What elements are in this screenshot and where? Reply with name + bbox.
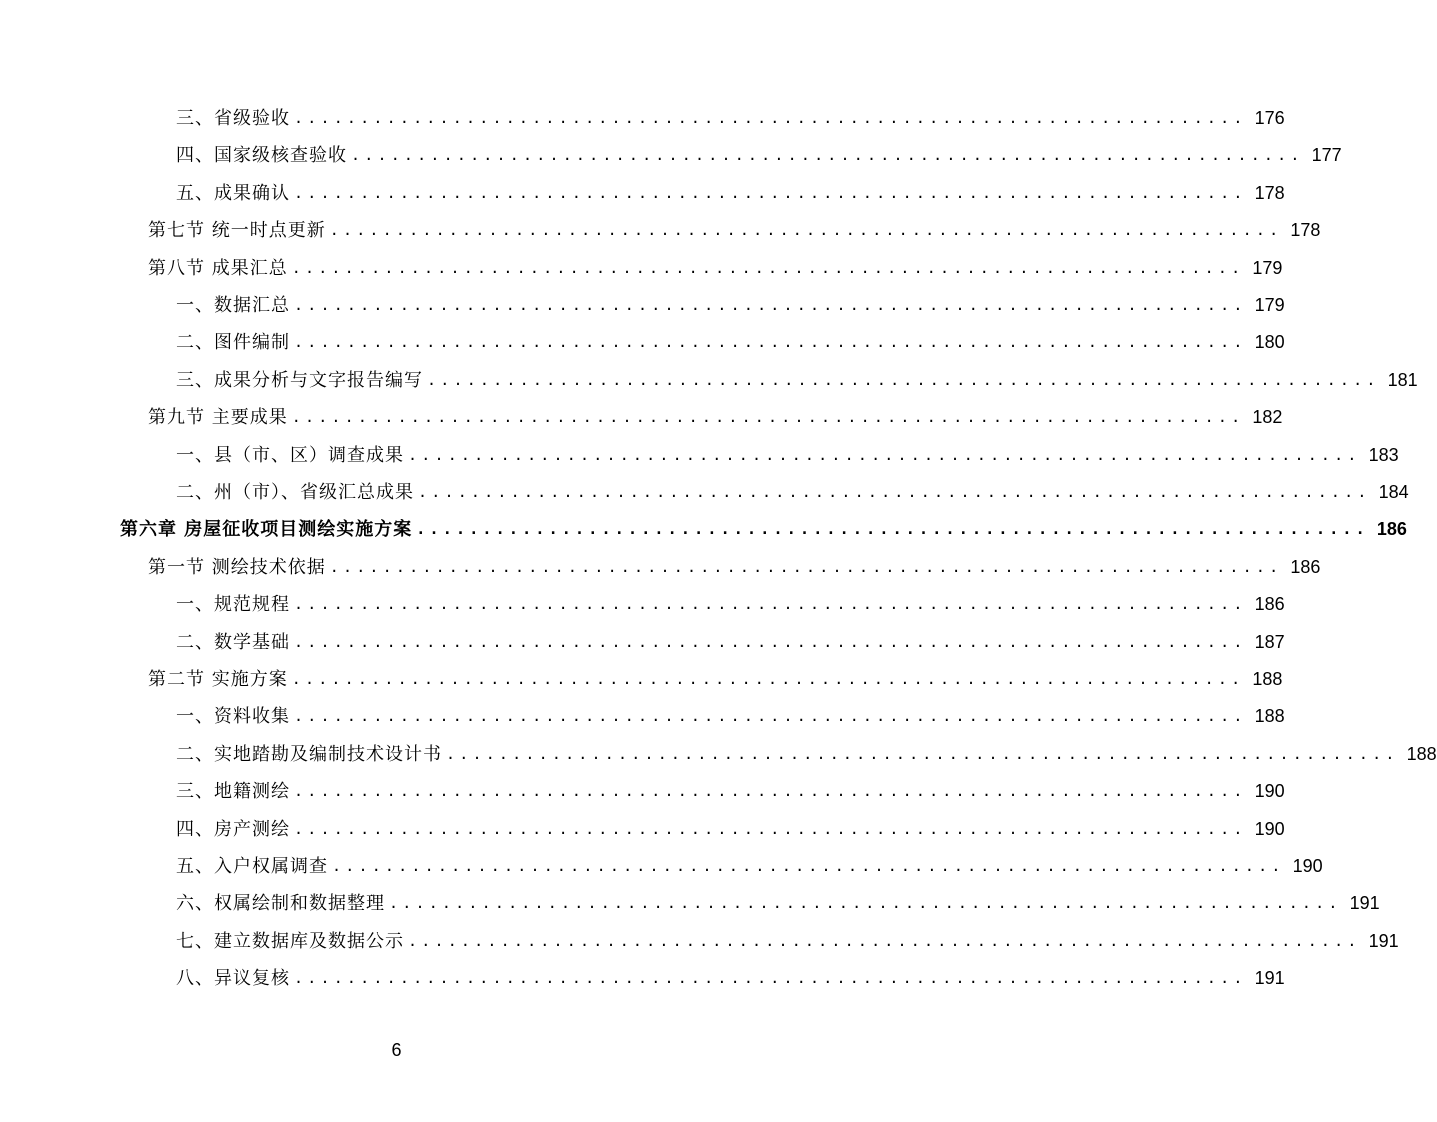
toc-entry-page: 184 [1378,482,1409,502]
toc-entry-page: 186 [1290,556,1321,577]
toc-dot-leader: ........................................................................ [294,782,1247,801]
toc-entry[interactable] [176,586,1285,623]
toc-entry-title: 第八节 成果汇总 [148,257,288,279]
toc-entry-page: 178 [1254,182,1285,203]
toc-entry-title: 七、建立数据库及数据公示 [176,930,404,952]
toc-entry[interactable] [176,175,1285,212]
toc-entry-page: 188 [1406,743,1437,764]
toc-entry-title: 三、成果分析与文字报告编写 [176,369,423,391]
toc-entry-title: 一、县（市、区）调查成果 [176,444,404,466]
toc-entry-title: 一、资料收集 [176,706,290,728]
toc-entry-page: 188 [1254,706,1285,727]
toc-dot-leader: ........................................................................ [446,744,1399,763]
toc-entry-title: 三、地籍测绘 [176,781,290,803]
toc-entry-title: 二、州（市）、省级汇总成果 [176,482,414,503]
toc-entry-page: 190 [1254,781,1285,802]
toc-entry-page: 178 [1290,220,1321,241]
toc-entry-title: 第七节 统一时点更新 [148,220,326,242]
toc-entry[interactable] [176,923,1399,960]
toc-entry-page: 176 [1254,108,1285,128]
toc-entry[interactable] [176,437,1399,474]
toc-entry-title: 第一节 测绘技术依据 [148,556,326,578]
toc-entry-page: 180 [1254,332,1285,353]
toc-dot-leader: ........................................................................ [408,445,1361,464]
toc-entry-page: 181 [1387,369,1418,390]
toc-entry-title: 六、权属绘制和数据整理 [176,893,385,915]
toc-dot-leader: ........................................................................ [294,296,1247,314]
toc-entry[interactable] [176,287,1285,324]
toc-entry-title: 五、成果确认 [176,182,290,204]
toc-dot-leader: ........................................................................ [332,857,1285,875]
toc-entry-page: 179 [1252,257,1283,278]
toc-entry-page: 186 [1254,594,1285,615]
toc-dot-leader: ........................................................................ [291,408,1245,427]
toc-entry-title: 五、入户权属调查 [176,856,328,877]
page-number: 6 [391,1040,402,1060]
toc-dot-leader: ........................................................................ [294,595,1247,614]
toc-entry[interactable] [148,661,1283,698]
toc-entry-page: 182 [1252,407,1283,428]
toc-entry-page: 187 [1254,631,1285,652]
toc-entry[interactable] [176,137,1342,174]
toc-entry-page: 191 [1368,930,1399,951]
toc-entry-title: 八、异议复核 [176,968,290,990]
toc-dot-leader: ........................................................................ [291,258,1245,277]
toc-entry[interactable] [148,250,1283,287]
toc-dot-leader: ........................................................................ [294,707,1247,726]
toc-entry-page: 183 [1368,444,1399,465]
toc-entry[interactable] [176,324,1285,361]
toc-entry-title: 二、图件编制 [176,332,290,354]
toc-dot-leader: ........................................................................ [291,670,1245,688]
toc-entry[interactable] [176,698,1285,735]
toc-entry[interactable] [176,100,1285,137]
toc-entry-title: 二、数学基础 [176,631,290,653]
toc-dot-leader: ........................................................................ [329,557,1283,576]
toc-dot-leader: ........................................................................ [416,520,1369,539]
toc-entry[interactable] [176,624,1285,661]
toc-dot-leader: ........................................................................ [294,109,1247,127]
toc-entry-title: 三、省级验收 [176,108,290,129]
toc-entry-page: 191 [1349,893,1380,914]
toc-entry[interactable] [148,212,1321,249]
toc-entry-title: 四、国家级核查验收 [176,145,347,167]
toc-entry-page: 177 [1311,145,1342,166]
toc-entry-page: 191 [1254,968,1285,989]
toc-entry[interactable] [176,811,1285,848]
toc-entry[interactable] [176,848,1323,885]
toc-dot-leader: ........................................................................ [294,333,1247,352]
toc-dot-leader: ........................................................................ [294,819,1247,838]
toc-dot-leader: ........................................................................ [427,370,1380,389]
toc-entry-page: 186 [1376,519,1407,540]
toc-entry-title: 第九节 主要成果 [148,407,288,429]
toc-entry[interactable] [176,474,1409,511]
toc-entry-title: 第二节 实施方案 [148,669,288,690]
toc-entry[interactable] [148,399,1283,436]
toc-entry-title: 第六章 房屋征收项目测绘实施方案 [120,519,413,541]
toc-chapter-entry[interactable] [120,511,1407,548]
toc-entry-page: 179 [1254,295,1285,315]
toc-entry[interactable] [176,773,1285,810]
toc-entry-title: 四、房产测绘 [176,818,290,840]
toc-entry-page: 188 [1252,669,1283,689]
toc-entry-title: 一、数据汇总 [176,295,290,316]
toc-entry-title: 一、规范规程 [176,594,290,616]
toc-entry[interactable] [176,736,1437,773]
toc-entry[interactable] [176,362,1418,399]
toc-dot-leader: ........................................................................ [389,894,1342,913]
toc-entry[interactable] [176,885,1380,922]
toc-dot-leader: ........................................................................ [294,969,1247,988]
toc-entry-title: 二、实地踏勘及编制技术设计书 [176,743,442,765]
toc-entry[interactable] [176,960,1285,997]
toc-dot-leader: ........................................................................ [329,221,1283,240]
toc-entry-page: 190 [1292,856,1323,876]
toc-dot-leader: ........................................................................ [418,483,1371,501]
toc-dot-leader: ........................................................................ [294,183,1247,202]
toc-dot-leader: ........................................................................ [351,146,1304,165]
toc-dot-leader: ........................................................................ [294,632,1247,651]
toc-entry[interactable] [148,549,1321,586]
toc-entry-page: 190 [1254,818,1285,839]
toc-dot-leader: ........................................................................ [408,931,1361,950]
